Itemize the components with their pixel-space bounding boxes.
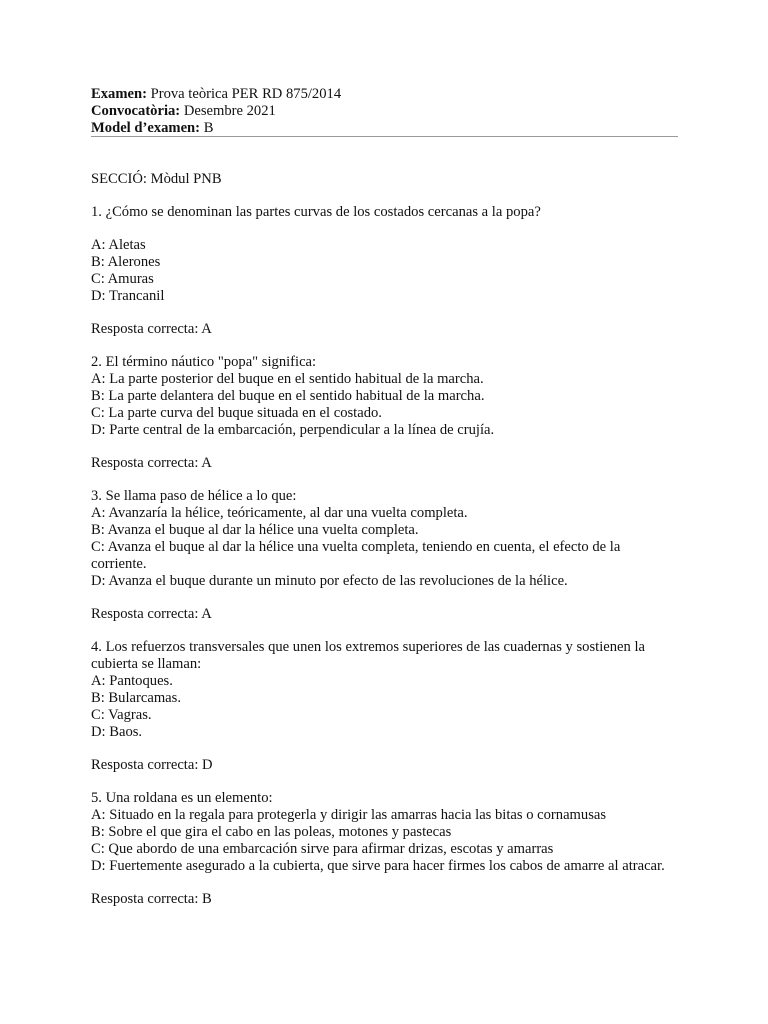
correct-answer: Resposta correcta: A [91,321,212,337]
session-label: Convocatòria: [91,103,181,119]
question-4 [91,639,671,774]
exam-header [91,86,678,137]
correct-answer: Resposta correcta: D [91,757,213,773]
section-title: SECCIÓ: Mòdul PNB [91,171,222,187]
exam-value: Prova teòrica PER RD 875/2014 [150,86,342,102]
spacer [91,221,671,237]
model-line [91,120,678,137]
answer-option: C: Vagras. [91,707,152,723]
answer-option: B: La parte delantera del buque en el sentido habitual de la marcha. [91,388,485,404]
answer-option: A: Avanzaría la hélice, teóricamente, al dar una vuelta completa. [91,505,468,521]
question-5 [91,790,671,908]
answer-option: D: Parte central de la embarcación, perpendicular a la línea de crujía. [91,422,495,438]
question-text: 1. ¿Cómo se denominan las partes curvas de los costados cercanas a la popa? [91,204,541,220]
answer-option: A: Situado en la regala para protegerla y dirigir las amarras hacia las bitas o cornamusas [91,807,607,823]
spacer [91,741,671,757]
answer-option: D: Baos. [91,724,143,740]
spacer [91,590,671,606]
spacer [91,305,671,321]
spacer [91,623,671,639]
session-line [91,103,678,120]
question-text: 3. Se llama paso de hélice a lo que: [91,488,297,504]
answer-option: C: La parte curva del buque situada en el costado. [91,405,382,421]
exam-content [91,171,671,908]
correct-answer: Resposta correcta: A [91,606,212,622]
correct-answer: Resposta correcta: A [91,455,212,471]
exam-line [91,86,678,103]
spacer [91,774,671,790]
spacer [91,472,671,488]
answer-option: B: Bularcamas. [91,690,181,706]
session-value: Desembre 2021 [183,103,276,119]
answer-option: B: Alerones [91,254,161,270]
spacer [91,338,671,354]
answer-option: A: Aletas [91,237,146,253]
answer-option: D: Trancanil [91,288,165,304]
correct-answer: Resposta correcta: B [91,891,212,907]
question-3 [91,488,671,623]
spacer [91,439,671,455]
model-label: Model d’examen: [91,120,201,136]
answer-option: D: Fuertemente asegurado a la cubierta, que sirve para hacer firmes los cabos de amarre al atracar. [91,858,665,874]
question-text: 5. Una roldana es un elemento: [91,790,273,806]
spacer [91,188,671,204]
answer-option: C: Amuras [91,271,154,287]
answer-option: B: Avanza el buque al dar la hélice una vuelta completa. [91,522,419,538]
question-text: 4. Los refuerzos transversales que unen los extremos superiores de las cuadernas y sostienen la cubierta se llaman: [91,639,645,672]
answer-option: C: Que abordo de una embarcación sirve para afirmar drizas, escotas y amarras [91,841,554,857]
model-value: B [203,120,214,136]
header-divider [91,136,678,137]
answer-option: B: Sobre el que gira el cabo en las poleas, motones y pastecas [91,824,452,840]
question-2 [91,354,671,472]
exam-label: Examen: [91,86,147,102]
answer-option: D: Avanza el buque durante un minuto por efecto de las revoluciones de la hélice. [91,573,568,589]
question-1 [91,204,671,338]
question-text: 2. El término náutico "popa" significa: [91,354,317,370]
answer-option: A: Pantoques. [91,673,173,689]
spacer [91,875,671,891]
answer-option: C: Avanza el buque al dar la hélice una vuelta completa, teniendo en cuenta, el efecto de la corriente. [91,539,621,572]
answer-option: A: La parte posterior del buque en el sentido habitual de la marcha. [91,371,484,387]
